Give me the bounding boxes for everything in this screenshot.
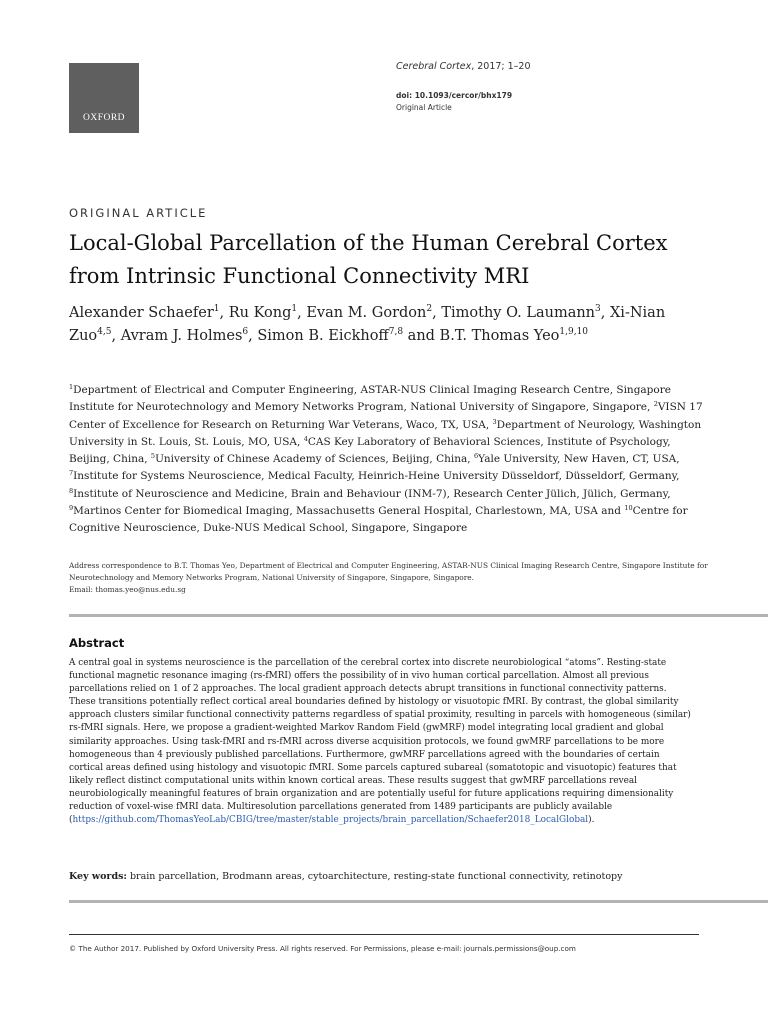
affiliation-text: Department of Neurology, Washington University in St. Louis, St. Louis, MO, USA, (69, 418, 702, 448)
affiliation-number: 1 (69, 383, 74, 391)
affiliation-text: Martinos Center for Biomedical Imaging, Massachusetts General Hospital, Charlestown, MA, USA and (73, 505, 625, 518)
author-name: Evan M. Gordon (306, 305, 427, 321)
keywords-label: Key words: (69, 871, 127, 882)
affiliation-number: 3 (492, 417, 497, 426)
footer-divider (69, 934, 699, 935)
divider-bottom (69, 900, 768, 903)
affiliation-number: 6 (473, 452, 479, 461)
affiliation-number: 5 (150, 452, 156, 461)
keywords-text: brain parcellation, Brodmann areas, cytoarchitecture, resting-state functional connectivity, retinotopy (126, 871, 623, 882)
github-link[interactable]: https://github.com/ThomasYeoLab/CBIG/tree/master/stable_projects/brain_parcellation/Schaefer2018_LocalGlobal (72, 815, 589, 826)
journal-citation (396, 60, 716, 74)
correspondence-email[interactable]: Email: thomas.yeo@nus.edu.sg (69, 585, 186, 594)
author-name: Avram J. Holmes (120, 328, 243, 344)
doi[interactable]: doi: 10.1093/cercor/bhx179 (396, 91, 513, 100)
author-name: Simon B. Eickhoff (257, 328, 389, 344)
author-separator: , (600, 305, 610, 321)
author-separator: , (219, 305, 229, 321)
copyright-footer: © The Author 2017. Published by Oxford University Press. All rights reserved. For Permissions, please e-mail: journals.permissions@oup.com (69, 944, 576, 953)
journal-citation-detail: , 2017; 1–20 (471, 61, 531, 72)
abstract-closing: ). (588, 815, 595, 826)
author-affiliation-marker: 7,8 (388, 327, 404, 337)
abstract-text (69, 657, 694, 827)
affiliation-number: 10 (624, 504, 633, 513)
author-separator: , (248, 328, 258, 344)
affiliation-text: Centre for Cognitive Neuroscience, Duke-NUS Medical School, Singapore, Singapore (69, 505, 688, 535)
article-type: Original Article (396, 103, 452, 112)
affiliation-text: VISN 17 Center of Excellence for Research on Returning War Veterans, Waco, TX, USA, (69, 401, 703, 431)
journal-info (396, 60, 716, 114)
author-affiliation-marker: 1 (213, 304, 220, 314)
affiliation-number: 4 (303, 434, 308, 443)
article-label: ORIGINAL ARTICLE (69, 206, 208, 220)
author-name: Xi-Nian Zuo (69, 305, 666, 344)
affiliation-number: 9 (69, 504, 74, 513)
abstract-body: A central goal in systems neuroscience is the parcellation of the cerebral cortex into discrete neurobiological “atoms”. Resting-state functional magnetic resonance imaging (rs-fMRI) offers the possibility of in vivo human cortical parcellation. Almost all previous parcellations relied on 1 of 2 approaches. The local gradient approach detects abrupt transitions in functional connectivity patterns. These transitions potentially reflect cortical areal boundaries defined by histology or visuotopic fMRI. By contrast, the global similarity approach clusters similar functional connectivity patterns regardless of spatial proximity, resulting in parcels with homogeneous (similar) rs-fMRI signals. Here, we propose a gradient-weighted Markov Random Field (gwMRF) model integrating local gradient and global similarity approaches. Using task-fMRI and rs-fMRI across diverse acquisition protocols, we found gwMRF parcellations to be more homogeneous than 4 previously published parcellations. Furthermore, gwMRF parcellations agreed with the boundaries of certain cortical areas defined using histology and visuotopic fMRI. Some parcels captured subareal (somatotopic and visuotopic) features that likely reflect distinct computational units within known cortical areas. These results suggest that gwMRF parcellations reveal neurobiologically meaningful features of brain organization and are potentially useful for future applications requiring dimensionality reduction of voxel-wise fMRI data. Multiresolution parcellations generated from 1489 participants are publicly available ( (69, 658, 691, 826)
abstract-heading: Abstract (69, 636, 125, 650)
affiliation-text: Department of Electrical and Computer Engineering, ASTAR-NUS Clinical Imaging Research Centre, Singapore Institute for Neurotechnology and Memory Networks Program, National University of Singapore, Singapore, (69, 384, 671, 414)
journal-name: Cerebral Cortex (396, 61, 472, 72)
author-name: Ru Kong (228, 305, 292, 321)
author-separator: , (297, 305, 307, 321)
affiliation-number: 7 (69, 469, 74, 478)
affiliation-text: Institute of Neuroscience and Medicine, Brain and Behaviour (INM-7), Research Center Jülich, Jülich, Germany, (73, 487, 671, 500)
author-affiliation-marker: 2 (426, 304, 433, 314)
affiliation-number: 2 (653, 400, 658, 409)
author-affiliation-marker: 3 (595, 304, 601, 314)
affiliations (69, 382, 709, 538)
oxford-logo (69, 63, 139, 133)
author-affiliation-marker: 1,9,10 (559, 327, 589, 337)
keywords (69, 870, 709, 884)
author-affiliation-marker: 4,5 (97, 327, 112, 337)
affiliation-text: CAS Key Laboratory of Behavioral Sciences, Institute of Psychology, Beijing, China, (69, 435, 671, 466)
author-affiliation-marker: 1 (291, 304, 298, 314)
author-separator: , (432, 305, 442, 321)
affiliation-number: 8 (69, 486, 74, 495)
correspondence (69, 560, 709, 596)
correspondence-address: Address correspondence to B.T. Thomas Yeo, Department of Electrical and Computer Engineering, ASTAR-NUS Clinical Imaging Research Centre, Singapore Institute for Neurotechnology and Memory Networks Program, National University of Singapore, Singapore, Singapore. (69, 561, 708, 582)
author-name: Timothy O. Laumann (441, 305, 596, 321)
affiliation-text: Yale University, New Haven, CT, USA, (478, 453, 680, 466)
author-separator: , (111, 328, 121, 344)
author-name: Alexander Schaefer (69, 305, 214, 321)
affiliation-text: University of Chinese Academy of Sciences, Beijing, China, (155, 453, 474, 466)
logo-text: OXFORD (82, 113, 126, 123)
divider-top (69, 614, 768, 617)
author-name: and B.T. Thomas Yeo (407, 328, 560, 344)
author-affiliation-marker: 6 (242, 327, 249, 337)
author-list (69, 302, 709, 348)
affiliation-text: Institute for Systems Neuroscience, Medical Faculty, Heinrich-Heine University Düsseldorf, Düsseldorf, Germany, (73, 470, 680, 483)
article-title: Local-Global Parcellation of the Human Cerebral Cortex from Intrinsic Functional Connectivity MRI (69, 231, 668, 288)
